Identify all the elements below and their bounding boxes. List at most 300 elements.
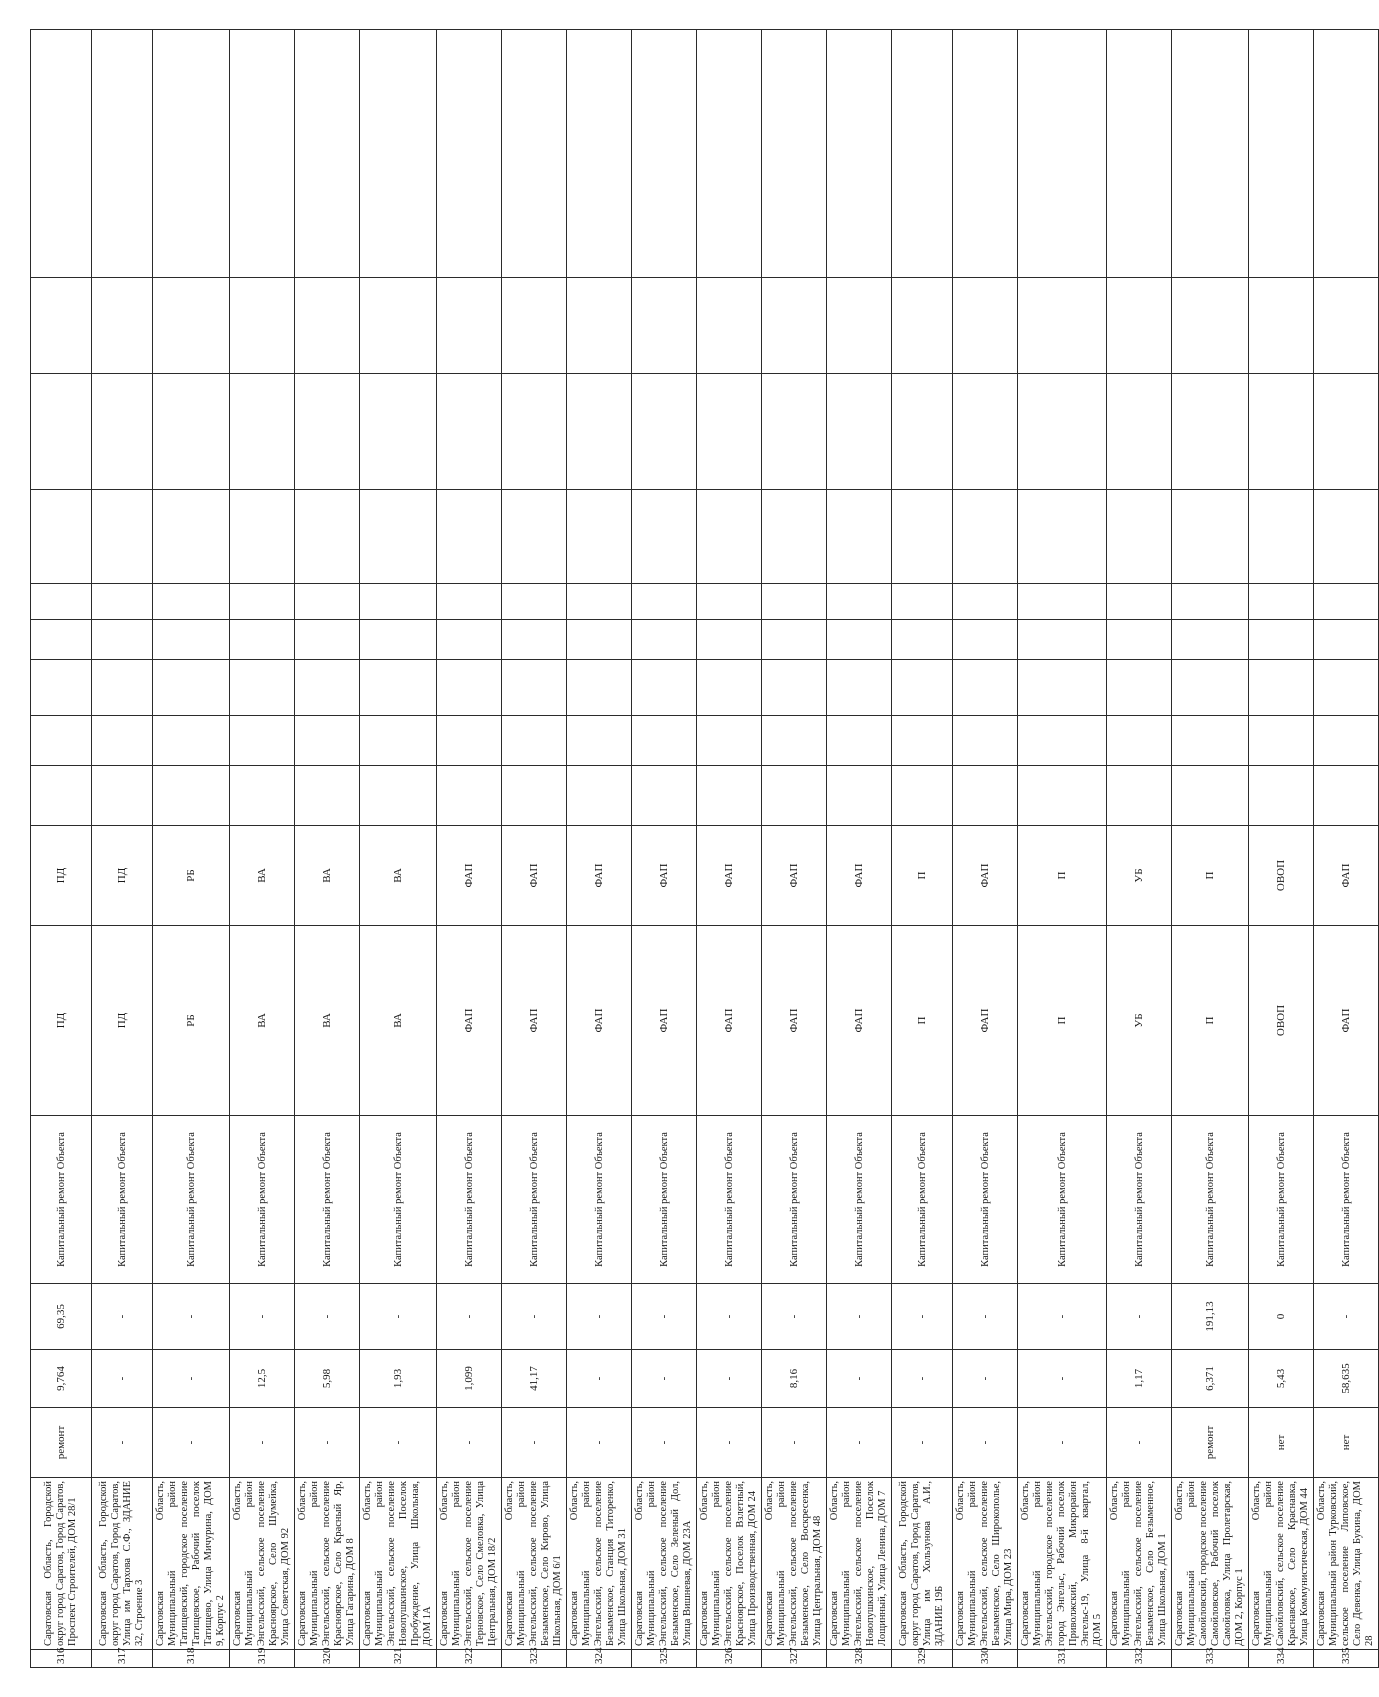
work-type-cell: Капитальный ремонт Объекта [31,1115,92,1283]
empty-cell [360,659,437,715]
empty-cell [360,373,437,489]
object-type-cell: ФАП [697,925,762,1115]
status-cell: - [1107,1407,1172,1477]
table-row [762,29,827,1667]
value2-cell: - [567,1283,632,1349]
address-cell: Саратовская Область, Муниципальный район Энгельсский, сельское поселение Терновское, Село Смеловка, Улица Центральная, ДОМ 18/2 [437,1477,502,1649]
work-type-cell: Капитальный ремонт Объекта [697,1115,762,1283]
empty-cell [230,489,295,583]
object-type-actual-cell: ПД [31,825,92,925]
status-cell: - [892,1407,953,1477]
empty-cell [1172,489,1249,583]
status-cell: - [567,1407,632,1477]
empty-cell [230,659,295,715]
empty-cell [153,715,230,765]
table-row [360,29,437,1667]
empty-cell [437,29,502,277]
value1-cell: - [92,1349,153,1407]
empty-cell [295,765,360,825]
empty-cell [295,29,360,277]
empty-cell [762,489,827,583]
object-type-cell: П [892,925,953,1115]
empty-cell [1018,765,1107,825]
empty-cell [1107,715,1172,765]
empty-cell [92,659,153,715]
value2-cell: - [360,1283,437,1349]
empty-cell [1018,715,1107,765]
value1-cell: - [827,1349,892,1407]
address-cell: Саратовская Область, Муниципальный район Энгельсский, сельское поселение Безыменское, Село Кирово, Улица Школьная, ДОМ 6/1 [502,1477,567,1649]
empty-cell [632,373,697,489]
empty-cell [892,659,953,715]
row-number: 331 [1018,1649,1107,1667]
row-number: 323 [502,1649,567,1667]
empty-cell [437,765,502,825]
value1-cell: 8,16 [762,1349,827,1407]
object-type-actual-cell: ВА [295,825,360,925]
address-cell: Саратовская Область, Муниципальный район Энгельсский, сельское поселение Красноярское, Поселок Взлетный, Улица Производственная, ДОМ 24 [697,1477,762,1649]
empty-cell [1249,619,1314,659]
empty-cell [953,765,1018,825]
value2-cell: - [892,1283,953,1349]
row-number: 328 [827,1649,892,1667]
empty-cell [892,277,953,373]
value1-cell: 5,98 [295,1349,360,1407]
empty-cell [295,489,360,583]
work-type-cell: Капитальный ремонт Объекта [632,1115,697,1283]
object-type-actual-cell: ВА [230,825,295,925]
empty-cell [1314,715,1379,765]
value2-cell: - [1314,1283,1379,1349]
object-type-actual-cell: ФАП [437,825,502,925]
empty-cell [437,489,502,583]
empty-cell [762,659,827,715]
value2-cell: - [632,1283,697,1349]
address-cell: Саратовская Область, Муниципальный район Энгельсский, сельское поселение Безыменское, Село Воскресенка, Улица Центральная, ДОМ 48 [762,1477,827,1649]
row-number: 330 [953,1649,1018,1667]
empty-cell [360,29,437,277]
address-cell: Саратовская Область, Муниципальный район Татищевский, городское поселение Татищевское, Рабочий поселок Татищево, Улица Мичурина, ДОМ 9, Корпус 2 [153,1477,230,1649]
value2-cell: - [437,1283,502,1349]
empty-cell [632,619,697,659]
empty-cell [567,765,632,825]
object-type-cell: ВА [230,925,295,1115]
empty-cell [1107,277,1172,373]
object-type-cell: ФАП [953,925,1018,1115]
object-type-actual-cell: ПД [92,825,153,925]
repair-objects-table [30,29,1379,1668]
address-cell: Саратовская Область, Городской округ город Саратов, Город Саратов, Улица им Хользунова А.И., ЗДАНИЕ 19Б [892,1477,953,1649]
empty-cell [762,29,827,277]
empty-cell [1249,29,1314,277]
empty-cell [827,619,892,659]
work-type-cell: Капитальный ремонт Объекта [1314,1115,1379,1283]
empty-cell [92,583,153,619]
empty-cell [632,715,697,765]
value1-cell: 12,5 [230,1349,295,1407]
empty-cell [1107,373,1172,489]
empty-cell [502,277,567,373]
empty-cell [92,277,153,373]
empty-cell [632,29,697,277]
empty-cell [230,583,295,619]
empty-cell [1018,659,1107,715]
object-type-cell: УБ [1107,925,1172,1115]
empty-cell [697,659,762,715]
empty-cell [953,619,1018,659]
empty-cell [827,277,892,373]
empty-cell [153,373,230,489]
table-row [892,29,953,1667]
empty-cell [92,29,153,277]
value2-cell: 191,13 [1172,1283,1249,1349]
object-type-actual-cell: ОВОП [1249,825,1314,925]
empty-cell [502,583,567,619]
empty-cell [153,277,230,373]
work-type-cell: Капитальный ремонт Объекта [567,1115,632,1283]
empty-cell [295,373,360,489]
empty-cell [1107,659,1172,715]
value2-cell: - [1018,1283,1107,1349]
address-cell: Саратовская Область, Городской округ город Саратов, Город Саратов, Проспект Строителей, ДОМ 28/1 [31,1477,92,1649]
table-row [827,29,892,1667]
object-type-actual-cell: П [892,825,953,925]
empty-cell [502,715,567,765]
empty-cell [697,489,762,583]
object-type-actual-cell: РБ [153,825,230,925]
address-cell: Саратовская Область, Городской округ город Саратов, Город Саратов, Улица им Тархова С.Ф., ЗДАНИЕ 32, Строение 3 [92,1477,153,1649]
empty-cell [502,29,567,277]
value1-cell: 1,099 [437,1349,502,1407]
row-number: 319 [230,1649,295,1667]
address-cell: Саратовская Область, Муниципальный район Энгельсский, сельское поселение Красноярское, Село Шумейка, Улица Советская, ДОМ 92 [230,1477,295,1649]
address-cell: Саратовская Область, Муниципальный район Турковский, сельское поселение Липовское, Село Девенка, Улица Букина, ДОМ 28 [1314,1477,1379,1649]
empty-cell [1249,277,1314,373]
value1-cell: - [697,1349,762,1407]
row-number: 335 [1314,1649,1379,1667]
empty-cell [1314,619,1379,659]
status-cell: - [697,1407,762,1477]
empty-cell [1314,29,1379,277]
empty-cell [360,715,437,765]
table-row [1249,29,1314,1667]
value1-cell: 58,635 [1314,1349,1379,1407]
address-cell: Саратовская Область, Муниципальный район Самойловский, сельское поселение Краснавское, Село Краснавка, Улица Коммунистическая, ДОМ 44 [1249,1477,1314,1649]
object-type-cell: ПД [92,925,153,1115]
status-cell: - [92,1407,153,1477]
empty-cell [92,715,153,765]
object-type-actual-cell: УБ [1107,825,1172,925]
object-type-actual-cell: ФАП [1314,825,1379,925]
row-number: 321 [360,1649,437,1667]
work-type-cell: Капитальный ремонт Объекта [295,1115,360,1283]
address-cell: Саратовская Область, Муниципальный район Энгельсский, сельское поселение Безыменское, Село Зеленый Дол, Улица Вишневая, ДОМ 23А [632,1477,697,1649]
empty-cell [892,373,953,489]
object-type-actual-cell: ФАП [953,825,1018,925]
empty-cell [1172,619,1249,659]
status-cell: ремонт [31,1407,92,1477]
object-type-actual-cell: П [1018,825,1107,925]
empty-cell [827,373,892,489]
table-row [1314,29,1379,1667]
value2-cell: 0 [1249,1283,1314,1349]
work-type-cell: Капитальный ремонт Объекта [892,1115,953,1283]
value2-cell: - [827,1283,892,1349]
object-type-cell: ФАП [827,925,892,1115]
empty-cell [827,29,892,277]
empty-cell [153,29,230,277]
table-row [295,29,360,1667]
object-type-cell: ФАП [437,925,502,1115]
address-cell: Саратовская Область, Муниципальный район Энгельсский, сельское поселение Красноярское, Село Красный Яр, Улица Гагарина, ДОМ 8 [295,1477,360,1649]
empty-cell [1107,765,1172,825]
empty-cell [953,583,1018,619]
empty-cell [697,277,762,373]
empty-cell [437,583,502,619]
row-number: 318 [153,1649,230,1667]
status-cell: нет [1249,1407,1314,1477]
value2-cell: - [953,1283,1018,1349]
empty-cell [360,619,437,659]
empty-cell [1018,489,1107,583]
status-cell: - [437,1407,502,1477]
address-cell: Саратовская Область, Муниципальный район Энгельсский, сельское поселение Новопушкинское, Поселок Пробуждение, Улица Школьная, ДОМ 1А [360,1477,437,1649]
table-row [153,29,230,1667]
status-cell: - [230,1407,295,1477]
object-type-cell: ФАП [567,925,632,1115]
row-number: 332 [1107,1649,1172,1667]
empty-cell [1018,619,1107,659]
work-type-cell: Капитальный ремонт Объекта [1172,1115,1249,1283]
empty-cell [1249,373,1314,489]
empty-cell [31,583,92,619]
row-number: 317 [92,1649,153,1667]
empty-cell [567,583,632,619]
value2-cell: - [697,1283,762,1349]
empty-cell [1249,583,1314,619]
empty-cell [1314,583,1379,619]
value1-cell: 1,17 [1107,1349,1172,1407]
empty-cell [827,583,892,619]
value2-cell: - [502,1283,567,1349]
empty-cell [892,583,953,619]
value1-cell: - [632,1349,697,1407]
empty-cell [437,277,502,373]
empty-cell [31,765,92,825]
empty-cell [295,619,360,659]
value2-cell: - [762,1283,827,1349]
empty-cell [632,583,697,619]
empty-cell [153,619,230,659]
row-number: 333 [1172,1649,1249,1667]
empty-cell [31,659,92,715]
empty-cell [1107,489,1172,583]
empty-cell [437,659,502,715]
empty-cell [230,29,295,277]
empty-cell [632,765,697,825]
empty-cell [1314,373,1379,489]
status-cell: - [153,1407,230,1477]
empty-cell [31,489,92,583]
table-row [953,29,1018,1667]
empty-cell [567,489,632,583]
object-type-actual-cell: ФАП [827,825,892,925]
value1-cell: 41,17 [502,1349,567,1407]
value1-cell: 5,43 [1249,1349,1314,1407]
empty-cell [1172,659,1249,715]
table-row [567,29,632,1667]
empty-cell [153,659,230,715]
row-number: 326 [697,1649,762,1667]
empty-cell [31,619,92,659]
empty-cell [1314,659,1379,715]
value2-cell: 69,35 [31,1283,92,1349]
table-row [1018,29,1107,1667]
status-cell: - [1018,1407,1107,1477]
work-type-cell: Капитальный ремонт Объекта [1249,1115,1314,1283]
empty-cell [1018,583,1107,619]
empty-cell [827,489,892,583]
empty-cell [567,29,632,277]
empty-cell [92,373,153,489]
empty-cell [295,583,360,619]
empty-cell [697,715,762,765]
object-type-cell: ФАП [502,925,567,1115]
empty-cell [953,715,1018,765]
table-row [697,29,762,1667]
empty-cell [295,659,360,715]
empty-cell [502,659,567,715]
empty-cell [1314,277,1379,373]
work-type-cell: Капитальный ремонт Объекта [437,1115,502,1283]
empty-cell [762,373,827,489]
empty-cell [762,619,827,659]
work-type-cell: Капитальный ремонт Объекта [827,1115,892,1283]
empty-cell [892,29,953,277]
row-number: 324 [567,1649,632,1667]
empty-cell [92,765,153,825]
empty-cell [567,277,632,373]
empty-cell [697,373,762,489]
object-type-actual-cell: ФАП [632,825,697,925]
empty-cell [230,715,295,765]
empty-cell [762,715,827,765]
table-row [92,29,153,1667]
empty-cell [1172,765,1249,825]
empty-cell [1172,715,1249,765]
empty-cell [1018,29,1107,277]
empty-cell [1018,277,1107,373]
empty-cell [1107,619,1172,659]
object-type-cell: ФАП [1314,925,1379,1115]
empty-cell [1172,277,1249,373]
empty-cell [697,29,762,277]
empty-cell [1249,659,1314,715]
empty-cell [502,489,567,583]
empty-cell [437,715,502,765]
empty-cell [953,659,1018,715]
row-number: 316 [31,1649,92,1667]
address-cell: Саратовская Область, Муниципальный район Самойловский, городское поселение Самойловское, Рабочий поселок Самойловка, Улица Пролетарская, ДОМ 2, Корпус 1 [1172,1477,1249,1649]
status-cell: ремонт [1172,1407,1249,1477]
work-type-cell: Капитальный ремонт Объекта [230,1115,295,1283]
empty-cell [92,619,153,659]
empty-cell [1107,583,1172,619]
row-number: 327 [762,1649,827,1667]
empty-cell [567,715,632,765]
empty-cell [1249,765,1314,825]
value1-cell: - [892,1349,953,1407]
empty-cell [1107,29,1172,277]
empty-cell [153,583,230,619]
empty-cell [437,373,502,489]
empty-cell [697,765,762,825]
empty-cell [892,619,953,659]
empty-cell [437,619,502,659]
status-cell: нет [1314,1407,1379,1477]
empty-cell [230,765,295,825]
value1-cell: 9,764 [31,1349,92,1407]
empty-cell [230,277,295,373]
empty-cell [892,715,953,765]
status-cell: - [360,1407,437,1477]
empty-cell [92,489,153,583]
empty-cell [567,659,632,715]
empty-cell [230,373,295,489]
value2-cell: - [230,1283,295,1349]
object-type-cell: ВА [360,925,437,1115]
empty-cell [697,619,762,659]
row-number: 329 [892,1649,953,1667]
value1-cell: - [1018,1349,1107,1407]
address-cell: Саратовская Область, Муниципальный район Энгельсский, сельское поселение Безыменское, Село Безыменное, Улица Школьная, ДОМ 1 [1107,1477,1172,1649]
empty-cell [632,277,697,373]
address-cell: Саратовская Область, Муниципальный район Энгельсский, городское поселение город Энгельс, Рабочий поселок Приволжский, Микрорайон Энгельс-19, Улица 8-й квартал, ДОМ 5 [1018,1477,1107,1649]
row-number: 320 [295,1649,360,1667]
work-type-cell: Капитальный ремонт Объекта [360,1115,437,1283]
status-cell: - [827,1407,892,1477]
value1-cell: - [567,1349,632,1407]
empty-cell [1314,489,1379,583]
empty-cell [567,373,632,489]
empty-cell [360,489,437,583]
empty-cell [1018,373,1107,489]
row-number: 322 [437,1649,502,1667]
object-type-cell: ПД [31,925,92,1115]
empty-cell [762,765,827,825]
value1-cell: 1,93 [360,1349,437,1407]
empty-cell [360,765,437,825]
value1-cell: - [953,1349,1018,1407]
status-cell: - [295,1407,360,1477]
empty-cell [827,659,892,715]
empty-cell [502,619,567,659]
work-type-cell: Капитальный ремонт Объекта [762,1115,827,1283]
object-type-cell: ФАП [632,925,697,1115]
empty-cell [892,489,953,583]
empty-cell [1314,765,1379,825]
value2-cell: - [1107,1283,1172,1349]
empty-cell [953,277,1018,373]
object-type-cell: ОВОП [1249,925,1314,1115]
empty-cell [1172,373,1249,489]
empty-cell [953,373,1018,489]
object-type-cell: ВА [295,925,360,1115]
empty-cell [892,765,953,825]
work-type-cell: Капитальный ремонт Объекта [153,1115,230,1283]
object-type-cell: П [1172,925,1249,1115]
rotated-page [30,30,1375,1668]
